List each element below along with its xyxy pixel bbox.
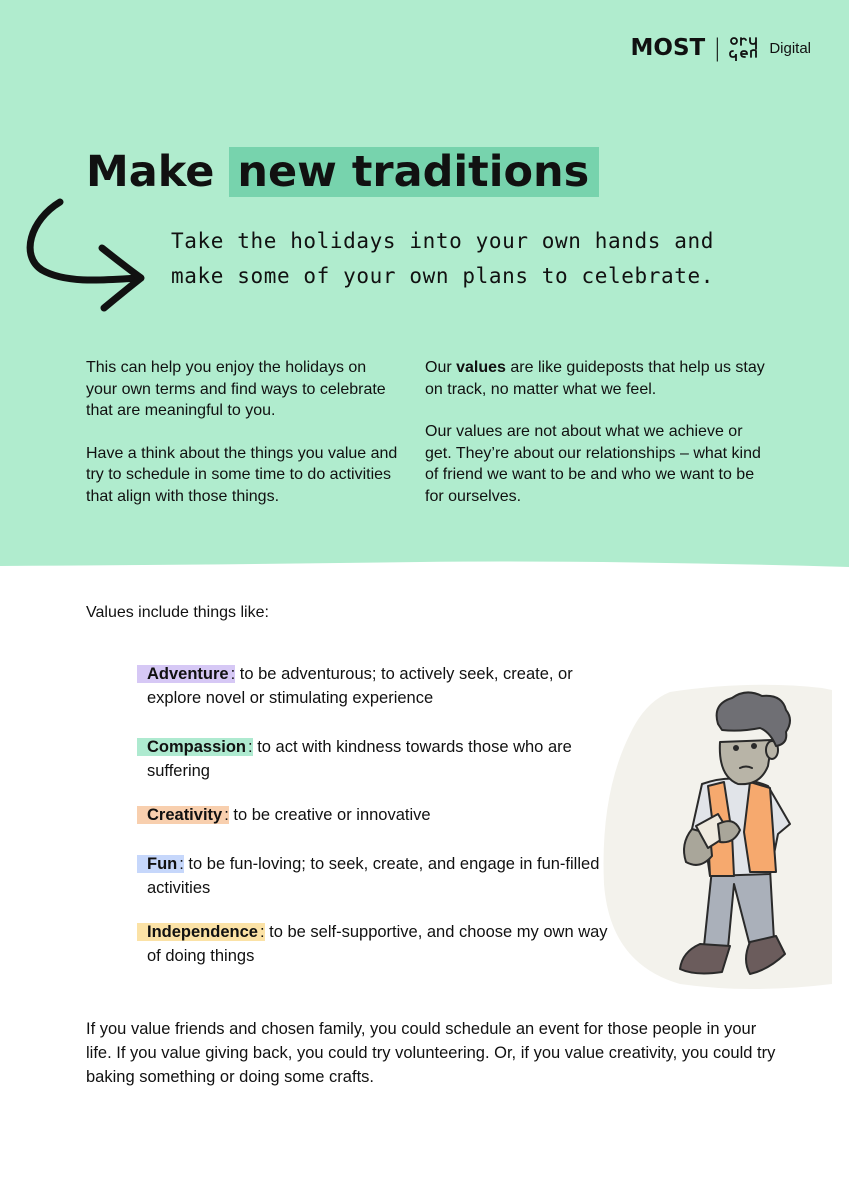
value-term: Compassion (137, 738, 248, 756)
value-term: Independence (137, 923, 260, 941)
right-paragraph-2: Our values are not about what we achieve or get. They’re about our relationships – what kind of friend we want to be and who we want to be for ourselves. (425, 423, 761, 505)
walking-person-illustration (600, 684, 835, 992)
value-separator: : (259, 923, 265, 941)
most-logo (631, 34, 811, 62)
title-plain: Make (86, 147, 215, 197)
page-title (86, 144, 599, 200)
value-item-adventure (147, 663, 617, 710)
value-separator: : (248, 738, 253, 756)
values-intro-word: Our (425, 359, 452, 376)
value-item-creativity (147, 804, 617, 828)
closing-paragraph: If you value friends and chosen family, you could schedule an event for those people in your life. If you value giving back, you could try volunteering. Or, if you value creativity, you could try baking something or doing some crafts. (86, 1020, 776, 1086)
value-description: to be self-supportive, and choose my own way of doing things (147, 923, 608, 965)
left-paragraph-2: Have a think about the things you value and try to schedule in some time to do activities that align with those things. (86, 444, 398, 505)
right-column (425, 357, 770, 507)
values-list-intro: Values include things like: (86, 604, 269, 621)
value-item-compassion (147, 736, 617, 783)
value-description: to be creative or innovative (228, 806, 431, 824)
right-paragraph-1 (425, 357, 770, 400)
value-description: to act with kindness towards those who are suffering (147, 738, 572, 780)
left-column (86, 357, 401, 507)
curved-arrow-icon (22, 198, 152, 313)
value-description: to be adventurous; to actively seek, create, or explore novel or stimulating experience (147, 665, 573, 707)
lead-text: Take the holidays into your own hands and make some of your own plans to celebrate. (171, 229, 714, 288)
value-separator: : (179, 855, 184, 873)
value-term: Adventure (137, 665, 231, 683)
value-separator: : (230, 665, 236, 683)
value-item-fun (147, 853, 617, 900)
values-bold-word: values (456, 359, 506, 376)
value-separator: : (224, 806, 229, 824)
logo-brand: MOST (630, 35, 706, 61)
title-highlight: new traditions (229, 147, 599, 197)
logo-suffix: Digital (769, 39, 811, 57)
value-term: Creativity (137, 806, 224, 824)
value-item-independence (147, 921, 617, 968)
values-definition: are like guideposts that help us stay on track, no matter what we feel. (425, 359, 765, 398)
logo-separator: | (713, 34, 722, 62)
value-term: Fun (137, 855, 179, 873)
orygen-logo-icon (729, 35, 763, 61)
value-description: to be fun-loving; to seek, create, and engage in fun-filled activities (147, 855, 600, 897)
left-paragraph-1: This can help you enjoy the holidays on your own terms and find ways to celebrate that are meaningful to you. (86, 359, 386, 419)
